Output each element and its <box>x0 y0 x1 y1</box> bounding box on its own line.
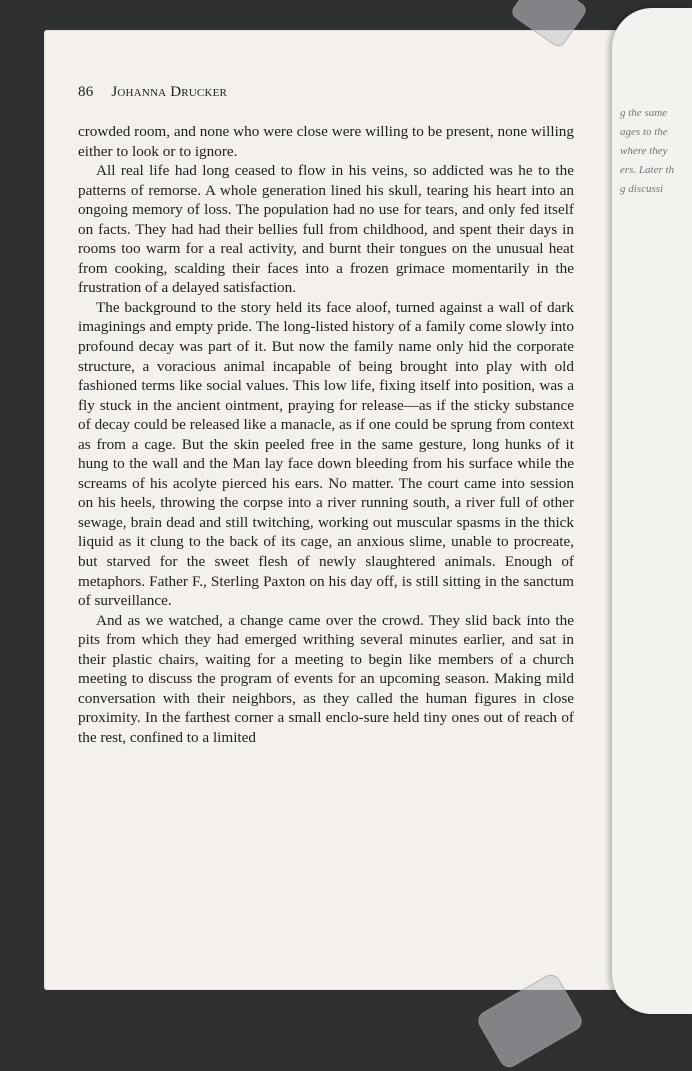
facing-page-text <box>620 104 680 199</box>
facing-line: g the same <box>620 107 668 119</box>
body-text <box>78 122 574 748</box>
paragraph: And as we watched, a change came over the crowd. They slid back into the pits from which they had emerged writhing several minutes earlier, and sat in their plastic chairs, waiting for a meeting to begin like members of a church meeting to discuss the program of events for an upcoming season. Making mild conversation with their neighbors, as they called the human figures in close proximity. In the farthest corner a small enclo-sure held tiny ones out of reach of the rest, confined to a limited <box>78 611 574 746</box>
paragraph: crowded room, and none who were close were willing to be present, none willing either to look or to ignore. <box>78 123 574 160</box>
facing-line: g discussi <box>620 183 664 195</box>
facing-line: where they <box>620 145 668 157</box>
paragraph: The background to the story held its face aloof, turned against a wall of dark imaginings and empty pride. The long-listed history of a family come slowly into profound decay was part of it. But now the family name only hid the corporate structure, a voracious animal incapable of being brought into play with old fashioned terms like social values. This low life, fixing itself into position, was a fly stuck in the ancient ointment, praying for release—as if the sticky substance of decay could be released like a manacle, as if one could be sprung from context as from a cage. But the skin peeled free in the same gesture, long hunks of it hung to the wall and the Man lay face down bleeding from his surface while the screams of his acolyte pierced his ears. No matter. The court came into session on his heels, throwing the corpse into a river running south, a river full of other sewage, brain dead and still twitching, working out muscular spasms in the thick liquid as it clung to the back of its cage, an anxious slime, unable to procreate, but starved for the sweet flesh of newly slaughtered animals. Enough of metaphors. Father F., Sterling Paxton on his day off, is still sitting in the sanctum of surveillance. <box>78 298 574 610</box>
running-header <box>78 84 578 101</box>
facing-page-edge <box>612 8 692 1014</box>
paragraph: All real life had long ceased to flow in his veins, so addicted was he to the patterns of remorse. A whole generation lined his skull, tearing his heart into an ongoing memory of loss. The population had no use for tears, and only fed itself on facts. They had had their bellies full from childhood, and spent their days in rooms too warm for a real activity, and burnt their tongues on the unusual heat from cooking, scalding their faces into a frozen grimace momentarily in the frustration of a delayed satisfaction. <box>78 162 574 297</box>
running-head-author: Johanna Drucker <box>111 84 228 100</box>
facing-line: ers. Later th <box>620 164 675 176</box>
page-number: 86 <box>78 84 94 100</box>
facing-line: ages to the <box>620 126 668 138</box>
